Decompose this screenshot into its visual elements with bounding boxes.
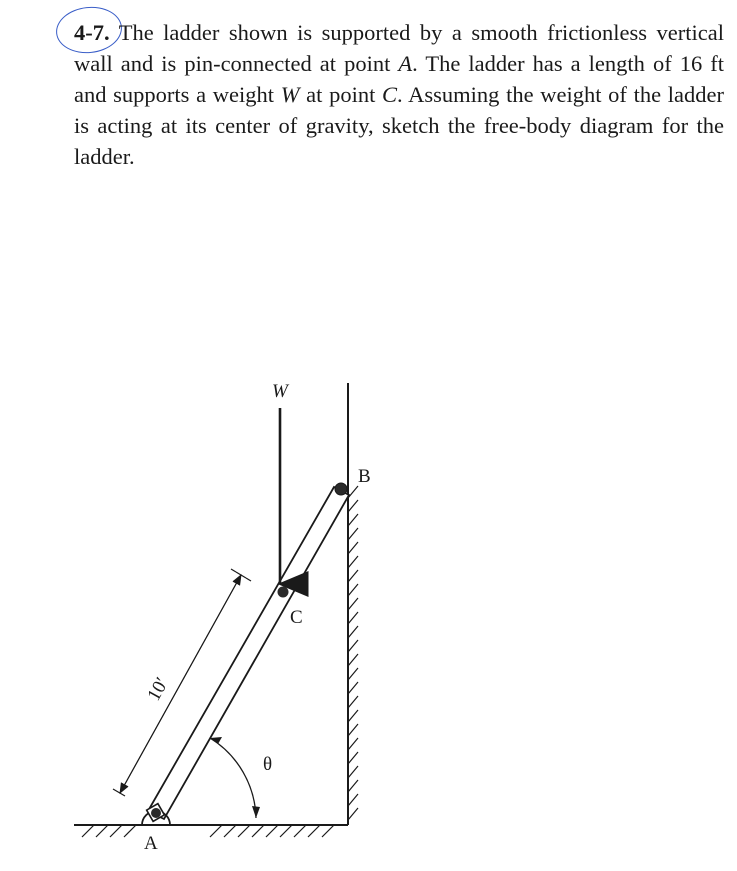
label-theta: θ — [263, 754, 273, 775]
ladder — [148, 487, 349, 819]
point-c-ref: C — [382, 82, 398, 107]
label-w: W — [272, 381, 288, 402]
label-c: C — [290, 607, 303, 628]
problem-number: 4-7. — [74, 20, 110, 45]
problem-text-part-3: at point — [299, 82, 383, 107]
dimension-label: 10′ — [143, 674, 173, 705]
problem-text-part-4: . Assuming the weight of the ladder is acting at its center of gravity, sketch the free-body diagram for the ladder. — [74, 82, 724, 169]
problem-text-part-1: The ladder shown is supported by a smooth frictionless vertical wall and is pin-connected at point — [74, 20, 724, 76]
contact-point-b — [335, 483, 347, 495]
weight-w-ref: W — [280, 82, 300, 107]
wall — [348, 383, 358, 825]
label-a: A — [144, 833, 158, 854]
point-a-ref: A — [398, 51, 413, 76]
ground — [74, 825, 348, 837]
load-point-c — [278, 587, 289, 598]
problem-text-part-2: . The ladder has a length of 16 ft and supports a weight — [74, 51, 724, 107]
ground-hatching — [82, 825, 334, 837]
wall-hatching — [348, 486, 358, 820]
angle-theta — [210, 737, 260, 818]
label-b: B — [358, 466, 371, 487]
